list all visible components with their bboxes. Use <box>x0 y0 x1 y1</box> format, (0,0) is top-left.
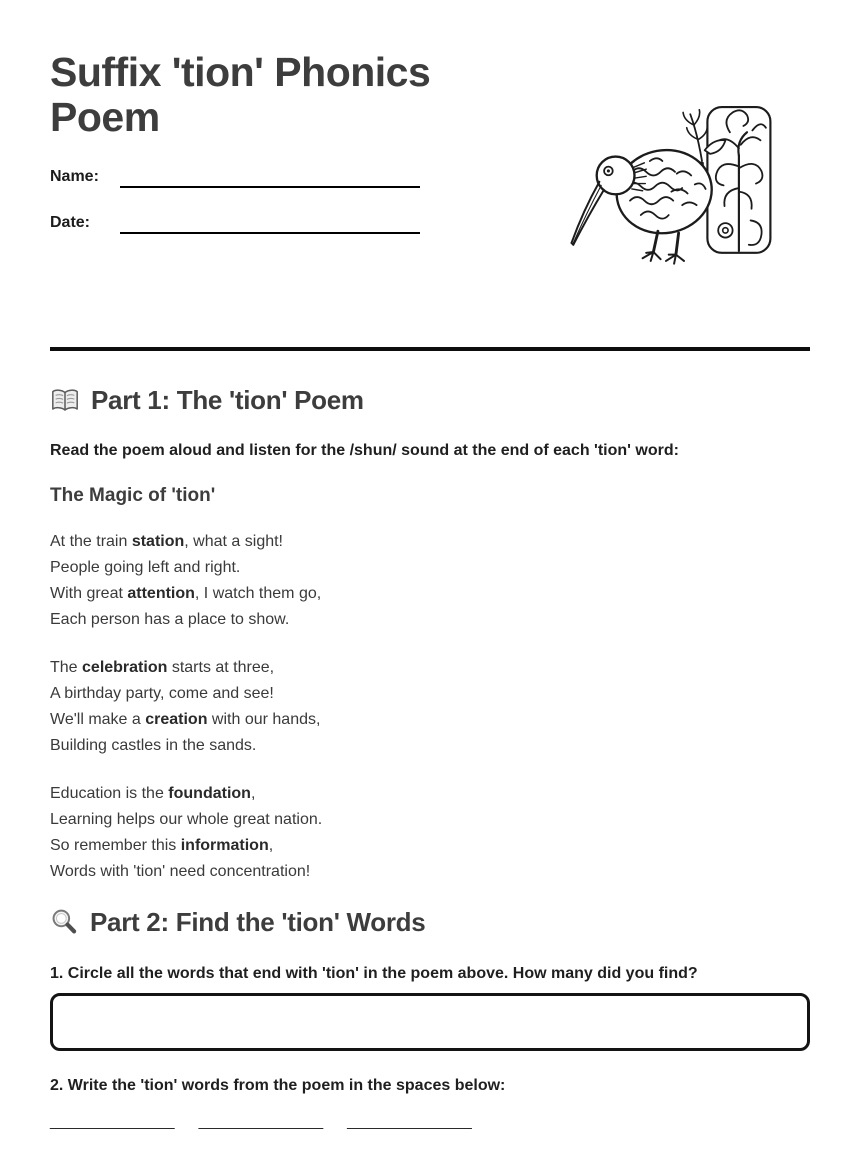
poem-title: The Magic of 'tion' <box>50 485 216 507</box>
part2-heading-text: Part 2: Find the 'tion' Words <box>90 907 426 938</box>
write-blank-line[interactable]: ______________ <box>198 1112 324 1130</box>
answer-box[interactable] <box>50 993 810 1051</box>
write-blank-line[interactable]: ______________ <box>347 1112 472 1130</box>
section-divider <box>50 347 810 351</box>
date-label: Date: <box>50 214 91 232</box>
part1-heading-text: Part 1: The 'tion' Poem <box>91 385 364 416</box>
poem-stanza: The celebration starts at three, A birthday party, come and see! We'll make a creation with our hands, Building castles in the sands. <box>50 659 321 755</box>
open-book-icon <box>50 386 80 416</box>
answer-blanks <box>50 1113 810 1131</box>
poem-stanzas <box>50 529 810 885</box>
question-2: 2. Write the 'tion' words from the poem in the spaces below: <box>50 1076 506 1094</box>
name-write-line[interactable] <box>120 164 420 188</box>
name-label: Name: <box>50 168 99 186</box>
question-1: 1. Circle all the words that end with 'tion' in the poem above. How many did you find? <box>50 964 698 982</box>
date-write-line[interactable] <box>120 210 420 234</box>
page-title: Suffix 'tion' Phonics Poem <box>50 49 431 141</box>
part1-heading <box>50 385 810 416</box>
poem-stanza: At the train station, what a sight! People going left and right. With great attention, I watch them go, Each person has a place to show. <box>50 533 322 629</box>
magnifying-glass-icon <box>50 908 79 937</box>
kiwi-illustration <box>567 95 792 273</box>
kiwi-bird-drawing <box>567 95 792 273</box>
part2-heading <box>50 907 810 938</box>
part1-instruction: Read the poem aloud and listen for the /shun/ sound at the end of each 'tion' word: <box>50 442 679 460</box>
write-blank-line[interactable]: ______________ <box>50 1112 175 1130</box>
poem-stanza: Education is the foundation, Learning helps our whole great nation. So remember this information, Words with 'tion' need concentration! <box>50 785 323 881</box>
